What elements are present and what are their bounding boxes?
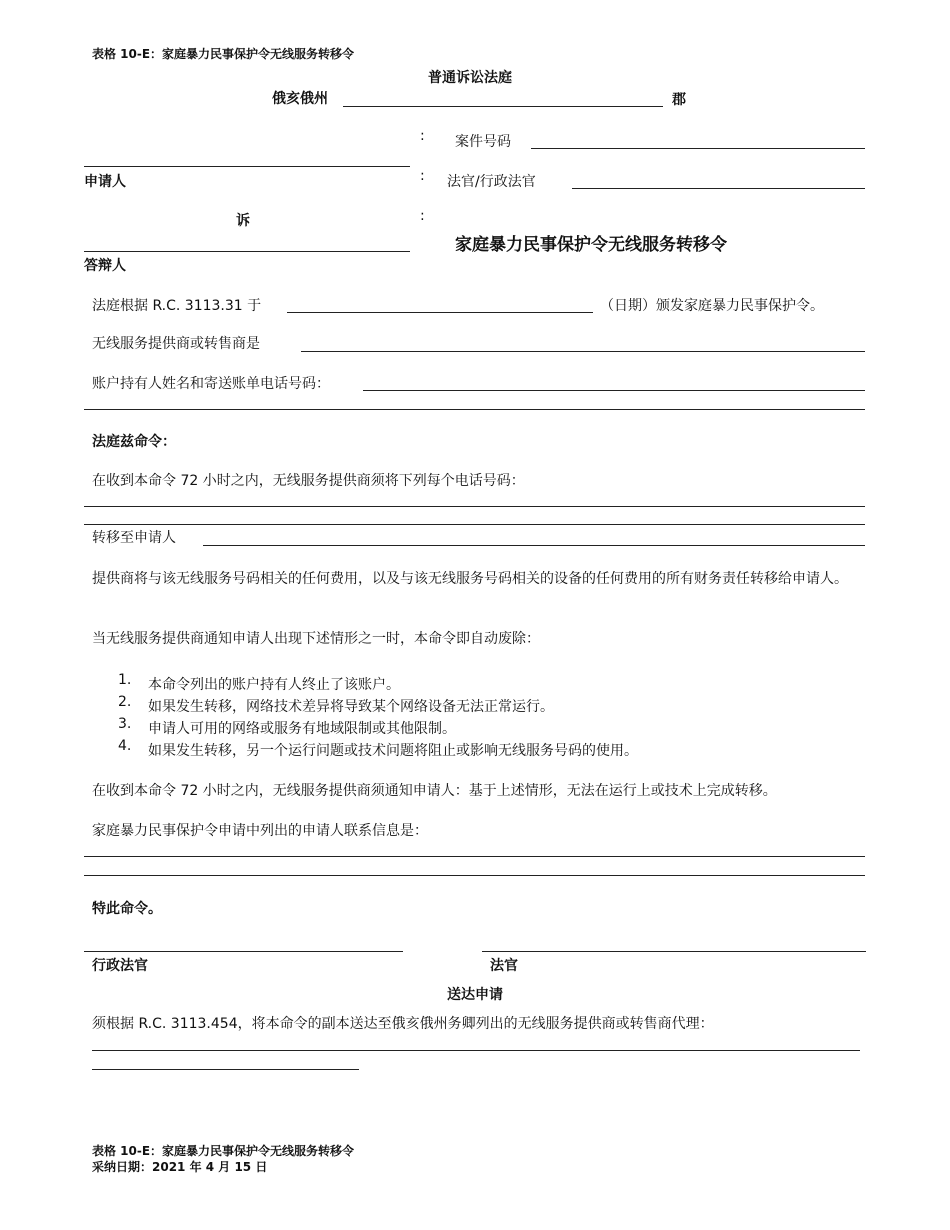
case-number-label: 案件号码 <box>455 134 511 150</box>
caption-colon-3: : <box>420 208 425 224</box>
versus-label: 诉 <box>236 213 250 229</box>
respondent-label: 答辩人 <box>84 258 126 274</box>
condition-text: 申请人可用的网络或服务有地域限制或其他限制。 <box>148 721 456 737</box>
footer-adopted-date: 采纳日期：2021 年 4 月 15 日 <box>92 1160 268 1174</box>
responsibility-text: 提供商将与该无线服务号码相关的任何费用，以及与该无线服务号码相关的设备的任何费用的所有财务责任转移给申请人。 <box>92 571 848 587</box>
form-label: 表格 10-E：家庭暴力民事保护令无线服务转移令 <box>92 47 355 61</box>
state-name: 俄亥俄州 <box>272 91 328 107</box>
service-text: 须根据 R.C. 3113.454，将本命令的副本送达至俄亥俄州务卿列出的无线服务提供商或转售商代理： <box>92 1016 714 1032</box>
order-intro: 在收到本命令 72 小时之内，无线服务提供商须将下列每个电话号码： <box>92 473 525 489</box>
court-title: 普通诉讼法庭 <box>428 70 512 86</box>
provider-field[interactable] <box>301 351 865 352</box>
respondent-field[interactable] <box>84 251 410 252</box>
condition-number: 3. <box>118 716 132 732</box>
issued-date-field[interactable] <box>287 312 593 313</box>
order-title: 家庭暴力民事保护令无线服务转移令 <box>455 235 727 255</box>
condition-text: 如果发生转移，网络技术差异将导致某个网络设备无法正常运行。 <box>148 699 554 715</box>
judge-signature-label: 法官 <box>490 958 518 974</box>
petitioner-label: 申请人 <box>84 174 126 190</box>
footer-form-label: 表格 10-E：家庭暴力民事保护令无线服务转移令 <box>92 1144 355 1158</box>
account-holder-label: 账户持有人姓名和寄送账单电话号码： <box>92 376 330 392</box>
contact-field-1[interactable] <box>84 856 865 857</box>
condition-number: 4. <box>118 738 132 754</box>
judge-signature-line[interactable] <box>482 951 866 952</box>
petitioner-field[interactable] <box>84 166 410 167</box>
caption-colon-1: : <box>420 128 425 144</box>
issued-suffix: （日期）颁发家庭暴力民事保护令。 <box>600 298 824 314</box>
condition-text: 如果发生转移，另一个运行问题或技术问题将阻止或影响无线服务号码的使用。 <box>148 743 638 759</box>
account-holder-field[interactable] <box>363 390 865 391</box>
magistrate-signature-line[interactable] <box>84 951 403 952</box>
condition-number: 2. <box>118 694 132 710</box>
phone-number-field-1[interactable] <box>84 506 865 507</box>
service-field-1[interactable] <box>92 1050 860 1051</box>
condition-number: 1. <box>118 672 132 688</box>
transfer-label: 转移至申请人 <box>92 530 176 546</box>
section-divider <box>84 409 865 410</box>
magistrate-label: 行政法官 <box>92 958 148 974</box>
case-number-field[interactable] <box>531 148 865 149</box>
order-heading: 法庭兹命令： <box>92 434 176 450</box>
transfer-field[interactable] <box>203 545 865 546</box>
contact-field-2[interactable] <box>84 875 865 876</box>
issued-prefix: 法庭根据 R.C. 3113.31 于 <box>92 298 262 314</box>
so-ordered: 特此命令。 <box>92 901 162 917</box>
county-label: 郡 <box>672 92 686 108</box>
void-intro: 当无线服务提供商通知申请人出现下述情形之一时，本命令即自动废除： <box>92 631 540 647</box>
caption-colon-2: : <box>420 168 425 184</box>
contact-label: 家庭暴力民事保护令申请中列出的申请人联系信息是： <box>92 823 428 839</box>
provider-label: 无线服务提供商或转售商是 <box>92 336 260 352</box>
notify-text: 在收到本命令 72 小时之内，无线服务提供商须通知申请人：基于上述情形，无法在运行上或技术上完成转移。 <box>92 783 777 799</box>
judge-field[interactable] <box>572 188 865 189</box>
service-heading: 送达申请 <box>447 987 503 1003</box>
condition-text: 本命令列出的账户持有人终止了该账户。 <box>148 677 400 693</box>
judge-label: 法官/行政法官 <box>447 174 536 190</box>
service-field-2[interactable] <box>92 1069 359 1070</box>
phone-number-field-2[interactable] <box>84 524 865 525</box>
county-field[interactable] <box>343 106 663 107</box>
